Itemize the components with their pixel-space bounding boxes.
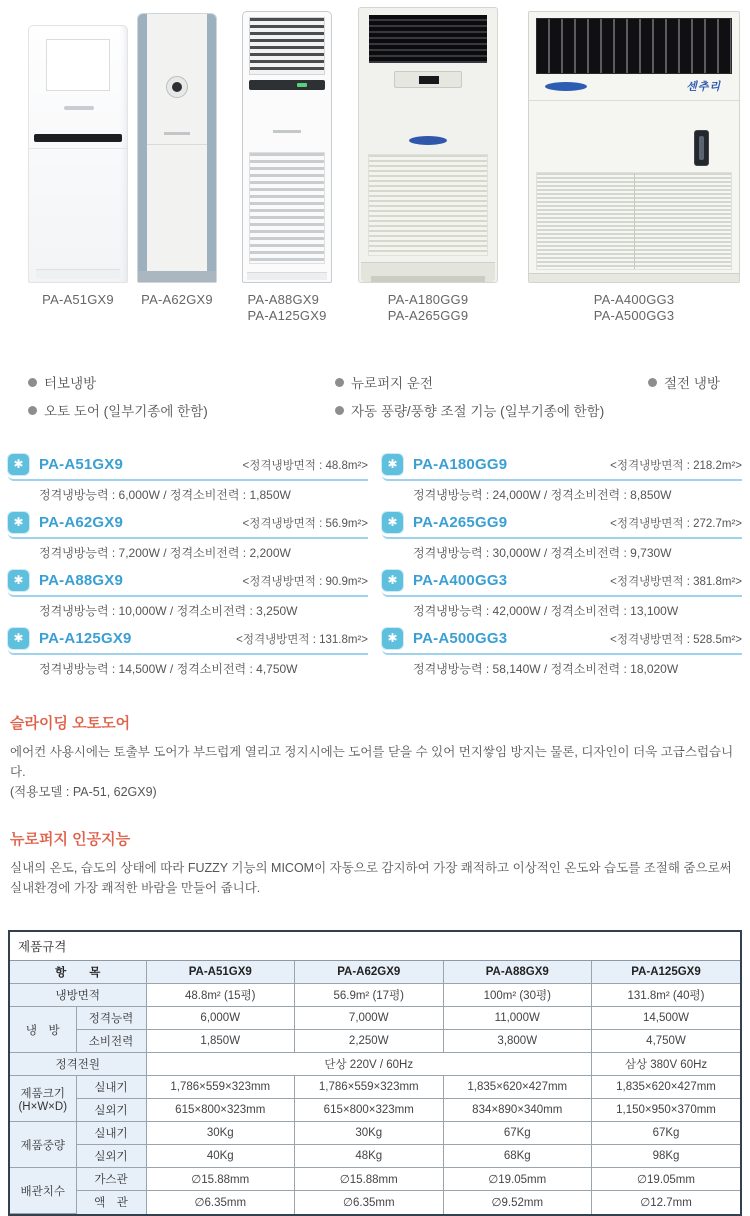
cell: ∅15.88mm [146,1168,295,1191]
row-sublabel: 실외기 [76,1145,146,1168]
model-name: PA-A400GG3 [413,572,508,589]
cell: 131.8m² (40평) [592,984,741,1007]
product-image-pa-a400gg3 [528,11,740,283]
cell: ∅12.7mm [592,1191,741,1214]
bullet-icon [28,406,37,415]
product-image-pa-a88gx9 [242,11,332,283]
rated-area: <정격냉방면적 : 528.5m²> [610,633,742,646]
spec-column-left [8,454,368,686]
unit-base [138,271,216,282]
cell: 11,000W [443,1007,592,1030]
snowflake-icon: ✱ [8,628,29,649]
rated-area: <정격냉방면적 : 90.9m²> [242,575,368,588]
cell: 3,800W [443,1030,592,1053]
brand-logo [273,130,301,133]
snowflake-icon: ✱ [8,570,29,591]
cell: 4,750W [592,1030,741,1053]
col-header-item: 항 목 [10,961,146,984]
rated-area: <정격냉방면적 : 272.7m²> [610,517,742,530]
cell: 67Kg [592,1122,741,1145]
cell: 68Kg [443,1145,592,1168]
row-label-area: 냉방면적 [10,984,146,1007]
row-label-size: 제품크기 (H×W×D) [10,1076,76,1122]
feature-item: 오토 도어 (일부기종에 한함) [28,400,208,420]
unit-base [529,273,739,282]
model-name: PA-A180GG9 [413,456,508,473]
section-neuro-fuzzy [10,828,740,898]
air-grille [536,172,732,270]
unit-base [361,262,495,282]
cell: 40Kg [146,1145,295,1168]
rated-capacity: 정격냉방능력 : 10,000W / 정격소비전력 : 3,250W [39,604,298,618]
cell: 1,786×559×323mm [295,1076,444,1099]
row-label-weight: 제품중량 [10,1122,76,1168]
snowflake-icon: ✱ [382,570,403,591]
cell: 56.9m² (17평) [295,984,444,1007]
cell: 1,786×559×323mm [146,1076,295,1099]
spec-item [382,454,742,503]
brand-logo [409,136,447,145]
air-grille [249,152,325,264]
unit-base [247,272,327,280]
rated-area: <정격냉방면적 : 218.2m²> [610,459,742,472]
display-panel [46,39,110,91]
product-label: PA-A62GX9 [141,292,213,307]
rated-capacity: 정격냉방능력 : 14,500W / 정격소비전력 : 4,750W [39,662,298,676]
cell: 615×800×323mm [146,1099,295,1122]
spec-item [382,570,742,619]
row-label-pipe: 배관치수 [10,1168,76,1214]
cell: 14,500W [592,1007,741,1030]
cell: 615×800×323mm [295,1099,444,1122]
snowflake-icon: ✱ [382,512,403,533]
col-header-model: PA-A125GX9 [592,961,741,984]
rated-capacity: 정격냉방능력 : 6,000W / 정격소비전력 : 1,850W [39,488,291,502]
cell: 1,150×950×370mm [592,1099,741,1122]
control-strip [34,134,122,142]
model-name: PA-A51GX9 [39,456,124,473]
snowflake-icon: ✱ [382,628,403,649]
cell: 단상 220V / 60Hz [146,1053,592,1076]
rated-capacity: 정격냉방능력 : 7,200W / 정격소비전력 : 2,200W [39,546,291,560]
feature-item: 터보냉방 [28,372,96,392]
snowflake-icon: ✱ [8,512,29,533]
cell: ∅15.88mm [295,1168,444,1191]
cell: ∅19.05mm [592,1168,741,1191]
cell: 834×890×340mm [443,1099,592,1122]
col-header-model: PA-A88GX9 [443,961,592,984]
cell: 30Kg [146,1122,295,1145]
spec-item [382,628,742,677]
row-sublabel: 실내기 [76,1076,146,1099]
cell: ∅6.35mm [295,1191,444,1214]
row-sublabel: 정격능력 [76,1007,146,1030]
air-grille [369,15,487,63]
products-row [0,0,750,330]
model-spec-list [8,454,742,686]
section-note: (적용모델 : PA-51, 62GX9) [10,785,157,799]
cell: 30Kg [295,1122,444,1145]
cell: 1,835×620×427mm [443,1076,592,1099]
section-title: 뉴로퍼지 인공지능 [10,831,131,848]
cell: 48.8m² (15평) [146,984,295,1007]
rated-area: <정격냉방면적 : 56.9m²> [242,517,368,530]
product-label: PA-A180GG9 PA-A265GG9 [387,292,469,324]
air-grille [368,154,488,256]
spec-item [8,570,368,619]
row-sublabel: 실외기 [76,1099,146,1122]
col-header-model: PA-A62GX9 [295,961,444,984]
spec-table [8,930,742,1216]
cell: 삼상 380V 60Hz [592,1053,741,1076]
model-name: PA-A62GX9 [39,514,124,531]
features-list [0,366,750,428]
spec-item [8,628,368,677]
cell: 98Kg [592,1145,741,1168]
model-name: PA-A500GG3 [413,630,508,647]
row-sublabel: 액 관 [76,1191,146,1214]
snowflake-icon: ✱ [8,454,29,475]
control-knob [166,76,188,98]
model-name: PA-A125GX9 [39,630,132,647]
control-strip [249,80,325,90]
bullet-icon [648,378,657,387]
section-sliding-auto-door [10,712,740,802]
section-body: 실내의 온도, 습도의 상태에 따라 FUZZY 기능의 MICOM이 자동으로 감지하여 가장 쾌적하고 이상적인 온도와 습도를 조절해 줌으로써 실내환경에 가장 쾌적한 바람을 만들어 줍니다. [10,861,732,895]
brand-logo [64,106,94,110]
rated-area: <정격냉방면적 : 48.8m²> [242,459,368,472]
cell: 48Kg [295,1145,444,1168]
section-body: 에어컨 사용시에는 토출부 도어가 부드럽게 열리고 정지시에는 도어를 닫을 수 있어 먼지쌓임 방지는 물론, 디자인이 더욱 고급스럽습니다. [10,745,734,779]
feature-item: 뉴로퍼지 운전 [335,372,433,392]
cell: ∅9.52mm [443,1191,592,1214]
cell: 6,000W [146,1007,295,1030]
row-sublabel: 소비전력 [76,1030,146,1053]
rated-capacity: 정격냉방능력 : 58,140W / 정격소비전력 : 18,020W [413,662,679,676]
snowflake-icon: ✱ [382,454,403,475]
brand-logo [545,82,587,91]
bullet-icon [335,406,344,415]
feature-item: 절전 냉방 [648,372,720,392]
product-image-pa-a180gg9 [358,7,498,283]
row-sublabel: 가스관 [76,1168,146,1191]
air-grille [536,18,732,74]
spec-item [382,512,742,561]
control-panel [394,71,462,88]
model-name: PA-A265GG9 [413,514,508,531]
spec-item [8,512,368,561]
brand-logo [164,132,190,135]
cell: ∅19.05mm [443,1168,592,1191]
model-name: PA-A88GX9 [39,572,124,589]
table-title: 제품규격 [10,932,740,961]
cell: 1,835×620×427mm [592,1076,741,1099]
bullet-icon [335,378,344,387]
product-label: PA-A400GG3 PA-A500GG3 [593,292,675,324]
unit-base [36,269,120,279]
row-label-cooling: 냉 방 [10,1007,76,1053]
product-image-pa-a62gx9 [137,13,217,283]
spec-item [8,454,368,503]
product-label: PA-A88GX9 PA-A125GX9 [247,292,327,324]
feature-item: 자동 풍량/풍향 조절 기능 (일부기종에 한함) [335,400,604,420]
row-sublabel: 실내기 [76,1122,146,1145]
cell: 1,850W [146,1030,295,1053]
rated-area: <정격냉방면적 : 381.8m²> [610,575,742,588]
section-title: 슬라이딩 오토도어 [10,715,131,732]
cell: ∅6.35mm [146,1191,295,1214]
brand-text: 센추리 [686,81,721,93]
rated-area: <정격냉방면적 : 131.8m²> [236,633,368,646]
row-label-power: 정격전원 [10,1053,146,1076]
bullet-icon [28,378,37,387]
col-header-model: PA-A51GX9 [146,961,295,984]
cell: 67Kg [443,1122,592,1145]
spec-column-right [382,454,742,686]
product-label: PA-A51GX9 [42,292,114,307]
rated-capacity: 정격냉방능력 : 24,000W / 정격소비전력 : 8,850W [413,488,672,502]
product-image-pa-a51gx9 [28,25,128,283]
cell: 100m² (30평) [443,984,592,1007]
rated-capacity: 정격냉방능력 : 30,000W / 정격소비전력 : 9,730W [413,546,672,560]
cell: 7,000W [295,1007,444,1030]
rated-capacity: 정격냉방능력 : 42,000W / 정격소비전력 : 13,100W [413,604,679,618]
air-grille [249,17,325,75]
cell: 2,250W [295,1030,444,1053]
door-handle [694,130,709,166]
